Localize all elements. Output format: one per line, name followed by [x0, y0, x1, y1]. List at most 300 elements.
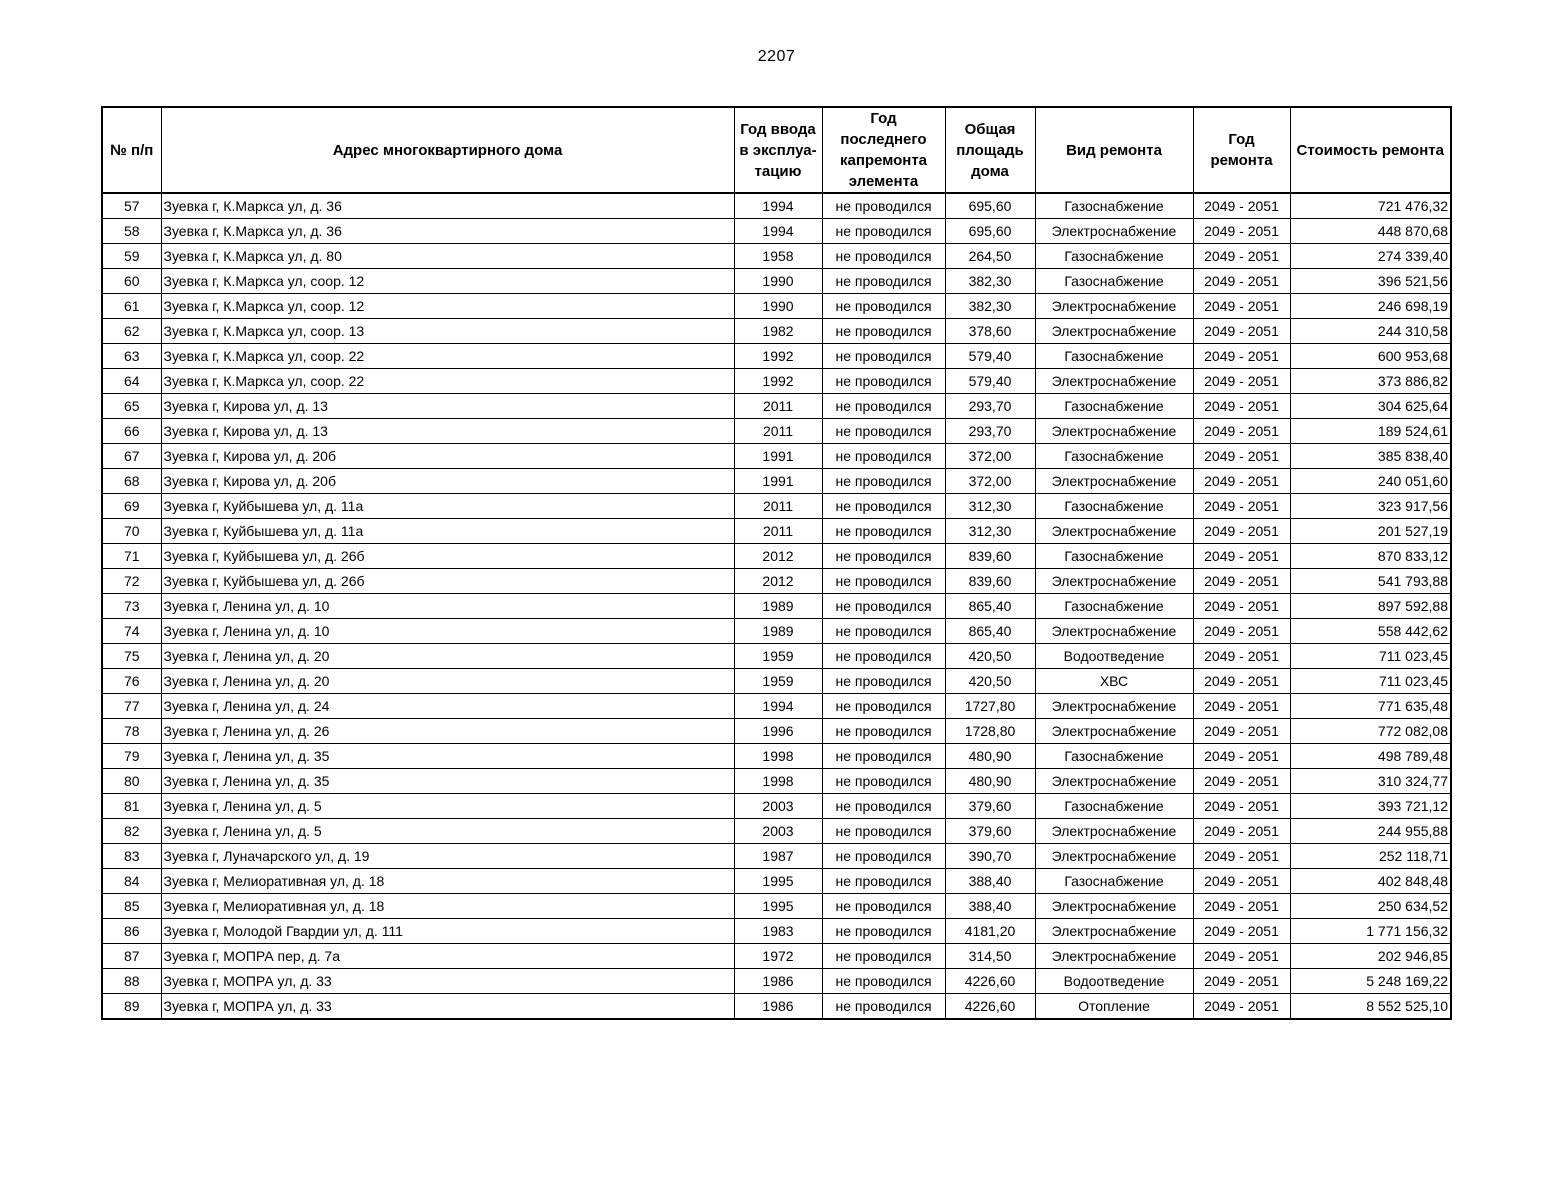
- table-row: [102, 369, 1451, 394]
- table-row: [102, 744, 1451, 769]
- cell-last-repair: не проводился: [822, 794, 945, 819]
- header-address: Адрес многоквартирного дома: [161, 107, 734, 193]
- cell-repair-cost: 541 793,88: [1290, 569, 1451, 594]
- cell-commission-year: 1998: [734, 744, 822, 769]
- cell-address: Зуевка г, Кирова ул, д. 13: [161, 419, 734, 444]
- cell-address: Зуевка г, МОПРА ул, д. 33: [161, 994, 734, 1020]
- cell-repair-type: Электроснабжение: [1035, 219, 1193, 244]
- cell-last-repair: не проводился: [822, 894, 945, 919]
- table-row: [102, 644, 1451, 669]
- cell-commission-year: 2003: [734, 794, 822, 819]
- cell-repair-cost: 244 310,58: [1290, 319, 1451, 344]
- cell-repair-year: 2049 - 2051: [1193, 994, 1290, 1020]
- page-number: 2207: [757, 48, 796, 65]
- cell-total-area: 378,60: [945, 319, 1035, 344]
- cell-row-number: 65: [102, 394, 161, 419]
- table-row: [102, 844, 1451, 869]
- cell-repair-cost: 244 955,88: [1290, 819, 1451, 844]
- cell-repair-type: Электроснабжение: [1035, 369, 1193, 394]
- cell-total-area: 420,50: [945, 644, 1035, 669]
- cell-commission-year: 2012: [734, 544, 822, 569]
- cell-total-area: 390,70: [945, 844, 1035, 869]
- cell-repair-year: 2049 - 2051: [1193, 193, 1290, 219]
- cell-repair-cost: 323 917,56: [1290, 494, 1451, 519]
- cell-repair-year: 2049 - 2051: [1193, 294, 1290, 319]
- header-row-number: № п/п: [102, 107, 161, 193]
- cell-repair-type: Электроснабжение: [1035, 844, 1193, 869]
- table-row: [102, 444, 1451, 469]
- cell-address: Зуевка г, Кирова ул, д. 20б: [161, 444, 734, 469]
- cell-address: Зуевка г, Мелиоративная ул, д. 18: [161, 894, 734, 919]
- cell-repair-type: Газоснабжение: [1035, 544, 1193, 569]
- cell-total-area: 293,70: [945, 419, 1035, 444]
- table-row: [102, 719, 1451, 744]
- cell-address: Зуевка г, Кирова ул, д. 20б: [161, 469, 734, 494]
- cell-commission-year: 2012: [734, 569, 822, 594]
- table-row: [102, 244, 1451, 269]
- cell-repair-cost: 189 524,61: [1290, 419, 1451, 444]
- cell-commission-year: 1995: [734, 894, 822, 919]
- table-row: [102, 594, 1451, 619]
- cell-repair-type: Электроснабжение: [1035, 569, 1193, 594]
- cell-address: Зуевка г, МОПРА пер, д. 7а: [161, 944, 734, 969]
- header-repair-type: Вид ремонта: [1035, 107, 1193, 193]
- cell-repair-cost: 274 339,40: [1290, 244, 1451, 269]
- cell-repair-type: Электроснабжение: [1035, 719, 1193, 744]
- cell-repair-type: Газоснабжение: [1035, 269, 1193, 294]
- cell-row-number: 79: [102, 744, 161, 769]
- cell-last-repair: не проводился: [822, 519, 945, 544]
- table-row: [102, 544, 1451, 569]
- cell-row-number: 86: [102, 919, 161, 944]
- cell-row-number: 85: [102, 894, 161, 919]
- cell-commission-year: 1991: [734, 444, 822, 469]
- cell-total-area: 865,40: [945, 619, 1035, 644]
- cell-repair-year: 2049 - 2051: [1193, 419, 1290, 444]
- cell-last-repair: не проводился: [822, 369, 945, 394]
- cell-row-number: 60: [102, 269, 161, 294]
- cell-repair-cost: 558 442,62: [1290, 619, 1451, 644]
- cell-repair-year: 2049 - 2051: [1193, 444, 1290, 469]
- cell-total-area: 695,60: [945, 219, 1035, 244]
- cell-row-number: 68: [102, 469, 161, 494]
- cell-last-repair: не проводился: [822, 469, 945, 494]
- cell-repair-cost: 240 051,60: [1290, 469, 1451, 494]
- cell-repair-cost: 498 789,48: [1290, 744, 1451, 769]
- cell-repair-year: 2049 - 2051: [1193, 519, 1290, 544]
- cell-commission-year: 2011: [734, 419, 822, 444]
- cell-row-number: 70: [102, 519, 161, 544]
- cell-last-repair: не проводился: [822, 769, 945, 794]
- cell-repair-type: Электроснабжение: [1035, 819, 1193, 844]
- cell-address: Зуевка г, К.Маркса ул, д. 36: [161, 193, 734, 219]
- cell-row-number: 76: [102, 669, 161, 694]
- cell-last-repair: не проводился: [822, 869, 945, 894]
- cell-repair-year: 2049 - 2051: [1193, 669, 1290, 694]
- cell-commission-year: 1994: [734, 694, 822, 719]
- cell-commission-year: 1986: [734, 994, 822, 1020]
- cell-last-repair: не проводился: [822, 294, 945, 319]
- cell-total-area: 388,40: [945, 894, 1035, 919]
- table-row: [102, 519, 1451, 544]
- cell-row-number: 57: [102, 193, 161, 219]
- cell-commission-year: 1994: [734, 219, 822, 244]
- cell-repair-year: 2049 - 2051: [1193, 544, 1290, 569]
- cell-address: Зуевка г, Молодой Гвардии ул, д. 111: [161, 919, 734, 944]
- cell-repair-type: Электроснабжение: [1035, 519, 1193, 544]
- cell-repair-year: 2049 - 2051: [1193, 944, 1290, 969]
- table-row: [102, 969, 1451, 994]
- cell-repair-year: 2049 - 2051: [1193, 344, 1290, 369]
- cell-repair-cost: 870 833,12: [1290, 544, 1451, 569]
- cell-total-area: 388,40: [945, 869, 1035, 894]
- cell-last-repair: не проводился: [822, 644, 945, 669]
- table-body: [102, 193, 1451, 1019]
- cell-commission-year: 1972: [734, 944, 822, 969]
- cell-repair-year: 2049 - 2051: [1193, 494, 1290, 519]
- cell-row-number: 67: [102, 444, 161, 469]
- cell-repair-year: 2049 - 2051: [1193, 219, 1290, 244]
- cell-address: Зуевка г, Куйбышева ул, д. 11а: [161, 494, 734, 519]
- cell-last-repair: не проводился: [822, 193, 945, 219]
- header-total-area: Общая площадь дома: [945, 107, 1035, 193]
- cell-repair-type: Электроснабжение: [1035, 894, 1193, 919]
- cell-repair-cost: 246 698,19: [1290, 294, 1451, 319]
- cell-address: Зуевка г, Ленина ул, д. 20: [161, 644, 734, 669]
- cell-repair-year: 2049 - 2051: [1193, 244, 1290, 269]
- cell-commission-year: 1987: [734, 844, 822, 869]
- cell-repair-year: 2049 - 2051: [1193, 269, 1290, 294]
- cell-row-number: 82: [102, 819, 161, 844]
- cell-row-number: 73: [102, 594, 161, 619]
- cell-commission-year: 1986: [734, 969, 822, 994]
- cell-commission-year: 1996: [734, 719, 822, 744]
- table-row: [102, 694, 1451, 719]
- table-row: [102, 619, 1451, 644]
- cell-repair-type: Электроснабжение: [1035, 919, 1193, 944]
- cell-repair-year: 2049 - 2051: [1193, 369, 1290, 394]
- cell-repair-year: 2049 - 2051: [1193, 744, 1290, 769]
- cell-last-repair: не проводился: [822, 244, 945, 269]
- cell-repair-cost: 393 721,12: [1290, 794, 1451, 819]
- cell-repair-year: 2049 - 2051: [1193, 794, 1290, 819]
- cell-total-area: 4226,60: [945, 969, 1035, 994]
- cell-last-repair: не проводился: [822, 219, 945, 244]
- cell-last-repair: не проводился: [822, 919, 945, 944]
- cell-row-number: 75: [102, 644, 161, 669]
- cell-repair-type: Газоснабжение: [1035, 344, 1193, 369]
- cell-total-area: 312,30: [945, 519, 1035, 544]
- cell-repair-type: Газоснабжение: [1035, 193, 1193, 219]
- cell-repair-type: Электроснабжение: [1035, 319, 1193, 344]
- cell-commission-year: 1983: [734, 919, 822, 944]
- cell-commission-year: 1990: [734, 294, 822, 319]
- cell-total-area: 4226,60: [945, 994, 1035, 1020]
- cell-total-area: 372,00: [945, 444, 1035, 469]
- cell-repair-cost: 202 946,85: [1290, 944, 1451, 969]
- cell-row-number: 58: [102, 219, 161, 244]
- cell-commission-year: 1989: [734, 594, 822, 619]
- cell-repair-cost: 373 886,82: [1290, 369, 1451, 394]
- cell-repair-cost: 772 082,08: [1290, 719, 1451, 744]
- cell-repair-cost: 201 527,19: [1290, 519, 1451, 544]
- cell-last-repair: не проводился: [822, 569, 945, 594]
- cell-last-repair: не проводился: [822, 344, 945, 369]
- cell-repair-cost: 721 476,32: [1290, 193, 1451, 219]
- cell-commission-year: 1959: [734, 644, 822, 669]
- cell-repair-type: Газоснабжение: [1035, 494, 1193, 519]
- cell-address: Зуевка г, Куйбышева ул, д. 26б: [161, 544, 734, 569]
- cell-repair-type: Газоснабжение: [1035, 394, 1193, 419]
- cell-repair-cost: 711 023,45: [1290, 669, 1451, 694]
- cell-address: Зуевка г, Мелиоративная ул, д. 18: [161, 869, 734, 894]
- cell-repair-type: Газоснабжение: [1035, 444, 1193, 469]
- cell-address: Зуевка г, Ленина ул, д. 24: [161, 694, 734, 719]
- cell-commission-year: 2003: [734, 819, 822, 844]
- cell-commission-year: 1959: [734, 669, 822, 694]
- cell-repair-year: 2049 - 2051: [1193, 394, 1290, 419]
- cell-last-repair: не проводился: [822, 669, 945, 694]
- cell-last-repair: не проводился: [822, 969, 945, 994]
- cell-total-area: 579,40: [945, 344, 1035, 369]
- cell-repair-year: 2049 - 2051: [1193, 769, 1290, 794]
- cell-commission-year: 1994: [734, 193, 822, 219]
- cell-address: Зуевка г, Ленина ул, д. 10: [161, 619, 734, 644]
- cell-commission-year: 1995: [734, 869, 822, 894]
- cell-row-number: 89: [102, 994, 161, 1020]
- cell-total-area: 1727,80: [945, 694, 1035, 719]
- cell-repair-cost: 600 953,68: [1290, 344, 1451, 369]
- cell-row-number: 64: [102, 369, 161, 394]
- cell-row-number: 61: [102, 294, 161, 319]
- cell-address: Зуевка г, К.Маркса ул, д. 36: [161, 219, 734, 244]
- cell-commission-year: 1990: [734, 269, 822, 294]
- table-row: [102, 219, 1451, 244]
- cell-last-repair: не проводился: [822, 494, 945, 519]
- cell-address: Зуевка г, Луначарского ул, д. 19: [161, 844, 734, 869]
- cell-address: Зуевка г, Куйбышева ул, д. 26б: [161, 569, 734, 594]
- cell-repair-cost: 8 552 525,10: [1290, 994, 1451, 1020]
- cell-address: Зуевка г, Ленина ул, д. 26: [161, 719, 734, 744]
- cell-address: Зуевка г, К.Маркса ул, соор. 12: [161, 269, 734, 294]
- cell-repair-year: 2049 - 2051: [1193, 469, 1290, 494]
- cell-address: Зуевка г, Ленина ул, д. 35: [161, 744, 734, 769]
- cell-row-number: 80: [102, 769, 161, 794]
- cell-total-area: 480,90: [945, 769, 1035, 794]
- table-row: [102, 819, 1451, 844]
- table-header: [102, 107, 1451, 193]
- cell-total-area: 579,40: [945, 369, 1035, 394]
- cell-last-repair: не проводился: [822, 994, 945, 1020]
- cell-address: Зуевка г, К.Маркса ул, соор. 13: [161, 319, 734, 344]
- cell-row-number: 78: [102, 719, 161, 744]
- cell-repair-year: 2049 - 2051: [1193, 869, 1290, 894]
- cell-address: Зуевка г, К.Маркса ул, соор. 22: [161, 344, 734, 369]
- cell-commission-year: 1958: [734, 244, 822, 269]
- cell-row-number: 59: [102, 244, 161, 269]
- cell-repair-type: Отопление: [1035, 994, 1193, 1020]
- cell-row-number: 84: [102, 869, 161, 894]
- cell-repair-year: 2049 - 2051: [1193, 319, 1290, 344]
- cell-total-area: 379,60: [945, 819, 1035, 844]
- cell-commission-year: 1992: [734, 344, 822, 369]
- table-row: [102, 494, 1451, 519]
- cell-address: Зуевка г, Ленина ул, д. 35: [161, 769, 734, 794]
- cell-row-number: 88: [102, 969, 161, 994]
- cell-commission-year: 1992: [734, 369, 822, 394]
- cell-total-area: 865,40: [945, 594, 1035, 619]
- cell-total-area: 839,60: [945, 569, 1035, 594]
- table-row: [102, 319, 1451, 344]
- cell-total-area: 4181,20: [945, 919, 1035, 944]
- table-row: [102, 294, 1451, 319]
- header-repair-cost: Стоимость ремонта: [1290, 107, 1451, 193]
- cell-last-repair: не проводился: [822, 319, 945, 344]
- cell-total-area: 382,30: [945, 294, 1035, 319]
- cell-last-repair: не проводился: [822, 594, 945, 619]
- cell-repair-type: Электроснабжение: [1035, 419, 1193, 444]
- cell-row-number: 81: [102, 794, 161, 819]
- cell-repair-year: 2049 - 2051: [1193, 719, 1290, 744]
- cell-repair-cost: 402 848,48: [1290, 869, 1451, 894]
- table-row: [102, 794, 1451, 819]
- cell-repair-type: Электроснабжение: [1035, 694, 1193, 719]
- table-row: [102, 869, 1451, 894]
- cell-repair-type: Газоснабжение: [1035, 744, 1193, 769]
- cell-row-number: 62: [102, 319, 161, 344]
- table-row: [102, 769, 1451, 794]
- cell-commission-year: 2011: [734, 519, 822, 544]
- cell-repair-cost: 5 248 169,22: [1290, 969, 1451, 994]
- cell-last-repair: не проводился: [822, 744, 945, 769]
- cell-address: Зуевка г, Куйбышева ул, д. 11а: [161, 519, 734, 544]
- repair-table: [101, 106, 1452, 1020]
- cell-address: Зуевка г, Кирова ул, д. 13: [161, 394, 734, 419]
- cell-repair-cost: 252 118,71: [1290, 844, 1451, 869]
- cell-total-area: 382,30: [945, 269, 1035, 294]
- cell-repair-year: 2049 - 2051: [1193, 844, 1290, 869]
- cell-total-area: 480,90: [945, 744, 1035, 769]
- cell-address: Зуевка г, К.Маркса ул, соор. 22: [161, 369, 734, 394]
- cell-row-number: 83: [102, 844, 161, 869]
- cell-repair-cost: 771 635,48: [1290, 694, 1451, 719]
- cell-repair-cost: 897 592,88: [1290, 594, 1451, 619]
- cell-address: Зуевка г, Ленина ул, д. 20: [161, 669, 734, 694]
- cell-address: Зуевка г, К.Маркса ул, д. 80: [161, 244, 734, 269]
- cell-repair-cost: 711 023,45: [1290, 644, 1451, 669]
- cell-last-repair: не проводился: [822, 944, 945, 969]
- cell-repair-type: Электроснабжение: [1035, 769, 1193, 794]
- cell-commission-year: 1998: [734, 769, 822, 794]
- cell-repair-cost: 448 870,68: [1290, 219, 1451, 244]
- cell-address: Зуевка г, К.Маркса ул, соор. 12: [161, 294, 734, 319]
- cell-row-number: 87: [102, 944, 161, 969]
- cell-total-area: 839,60: [945, 544, 1035, 569]
- cell-repair-year: 2049 - 2051: [1193, 894, 1290, 919]
- cell-row-number: 71: [102, 544, 161, 569]
- cell-repair-cost: 396 521,56: [1290, 269, 1451, 294]
- cell-repair-year: 2049 - 2051: [1193, 644, 1290, 669]
- cell-repair-type: ХВС: [1035, 669, 1193, 694]
- header-row: [102, 107, 1451, 193]
- cell-last-repair: не проводился: [822, 819, 945, 844]
- cell-total-area: 420,50: [945, 669, 1035, 694]
- cell-last-repair: не проводился: [822, 619, 945, 644]
- cell-last-repair: не проводился: [822, 444, 945, 469]
- cell-last-repair: не проводился: [822, 419, 945, 444]
- table-row: [102, 569, 1451, 594]
- cell-last-repair: не проводился: [822, 394, 945, 419]
- cell-repair-cost: 1 771 156,32: [1290, 919, 1451, 944]
- cell-repair-cost: 310 324,77: [1290, 769, 1451, 794]
- cell-total-area: 372,00: [945, 469, 1035, 494]
- cell-row-number: 74: [102, 619, 161, 644]
- table-row: [102, 419, 1451, 444]
- cell-address: Зуевка г, МОПРА ул, д. 33: [161, 969, 734, 994]
- cell-commission-year: 1991: [734, 469, 822, 494]
- cell-total-area: 695,60: [945, 193, 1035, 219]
- header-repair-year: Год ремонта: [1193, 107, 1290, 193]
- cell-total-area: 314,50: [945, 944, 1035, 969]
- cell-row-number: 77: [102, 694, 161, 719]
- cell-repair-year: 2049 - 2051: [1193, 694, 1290, 719]
- table-row: [102, 193, 1451, 219]
- cell-last-repair: не проводился: [822, 844, 945, 869]
- table-row: [102, 669, 1451, 694]
- cell-repair-type: Водоотведение: [1035, 969, 1193, 994]
- cell-commission-year: 2011: [734, 394, 822, 419]
- cell-row-number: 69: [102, 494, 161, 519]
- cell-repair-type: Водоотведение: [1035, 644, 1193, 669]
- cell-last-repair: не проводился: [822, 694, 945, 719]
- cell-repair-year: 2049 - 2051: [1193, 969, 1290, 994]
- table-row: [102, 269, 1451, 294]
- cell-repair-year: 2049 - 2051: [1193, 569, 1290, 594]
- cell-repair-type: Газоснабжение: [1035, 869, 1193, 894]
- cell-repair-cost: 385 838,40: [1290, 444, 1451, 469]
- cell-address: Зуевка г, Ленина ул, д. 5: [161, 794, 734, 819]
- cell-last-repair: не проводился: [822, 544, 945, 569]
- cell-address: Зуевка г, Ленина ул, д. 5: [161, 819, 734, 844]
- cell-total-area: 1728,80: [945, 719, 1035, 744]
- cell-repair-type: Газоснабжение: [1035, 594, 1193, 619]
- cell-repair-year: 2049 - 2051: [1193, 819, 1290, 844]
- cell-repair-type: Электроснабжение: [1035, 294, 1193, 319]
- cell-repair-type: Газоснабжение: [1035, 794, 1193, 819]
- table-row: [102, 944, 1451, 969]
- cell-repair-type: Электроснабжение: [1035, 944, 1193, 969]
- cell-last-repair: не проводился: [822, 719, 945, 744]
- cell-row-number: 66: [102, 419, 161, 444]
- cell-commission-year: 2011: [734, 494, 822, 519]
- header-commission-year: Год ввода в эксплуа-тацию: [734, 107, 822, 193]
- cell-commission-year: 1989: [734, 619, 822, 644]
- cell-address: Зуевка г, Ленина ул, д. 10: [161, 594, 734, 619]
- cell-total-area: 312,30: [945, 494, 1035, 519]
- cell-repair-type: Газоснабжение: [1035, 244, 1193, 269]
- cell-repair-year: 2049 - 2051: [1193, 919, 1290, 944]
- cell-row-number: 63: [102, 344, 161, 369]
- cell-commission-year: 1982: [734, 319, 822, 344]
- cell-repair-type: Электроснабжение: [1035, 469, 1193, 494]
- cell-repair-cost: 250 634,52: [1290, 894, 1451, 919]
- cell-total-area: 264,50: [945, 244, 1035, 269]
- table-row: [102, 344, 1451, 369]
- table-row: [102, 994, 1451, 1020]
- cell-total-area: 379,60: [945, 794, 1035, 819]
- cell-repair-type: Электроснабжение: [1035, 619, 1193, 644]
- cell-row-number: 72: [102, 569, 161, 594]
